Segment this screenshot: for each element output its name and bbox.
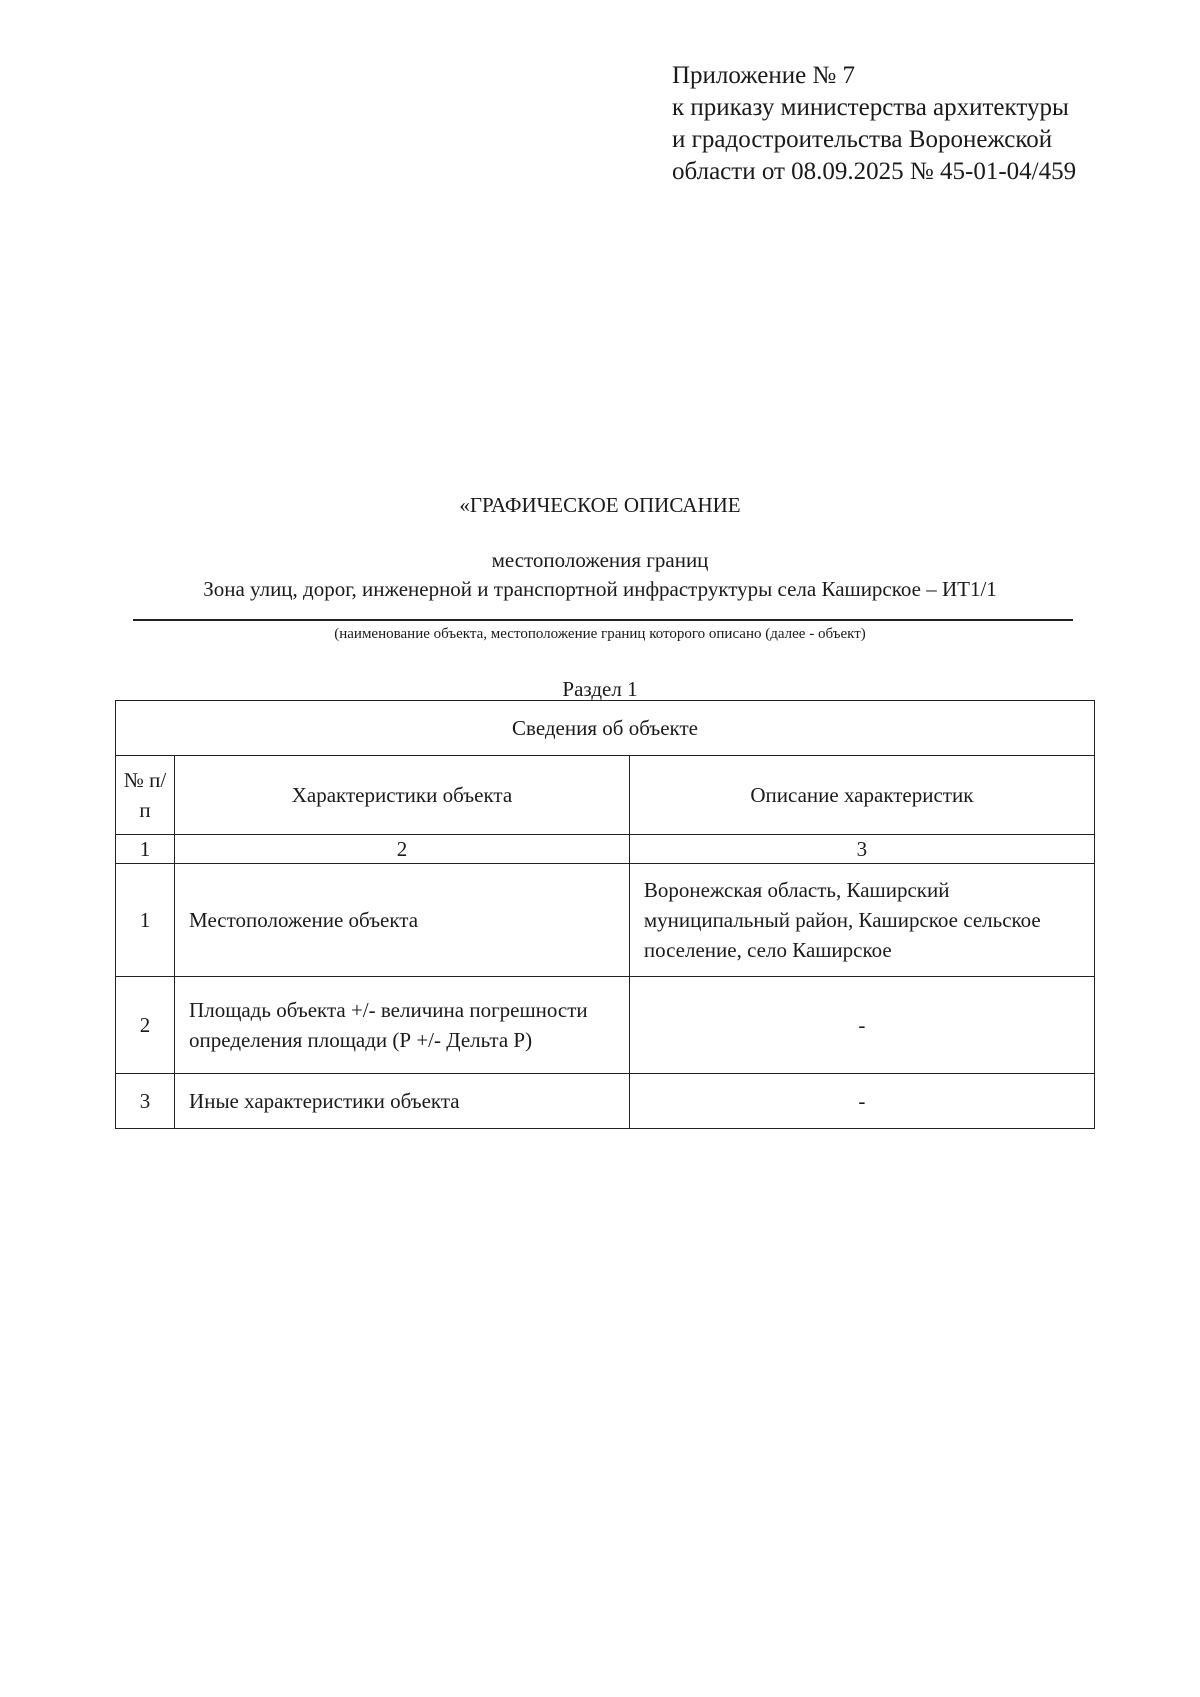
row-characteristic: Площадь объекта +/- величина погрешности определения площади (Р +/- Дельта Р)	[175, 977, 630, 1074]
document-subtitle: местоположения границ	[491, 548, 709, 572]
column-number-1: 1	[116, 835, 175, 864]
object-name: Зона улиц, дорог, инженерной и транспортной инфраструктуры села Каширское – ИТ1/1	[203, 577, 997, 601]
column-number-2: 2	[175, 835, 630, 864]
annex-line-3: и градостроительства Воронежской	[672, 126, 1053, 153]
annex-line-2: к приказу министерства архитектуры	[672, 94, 1069, 121]
annex-line-4: области от 08.09.2025 № 45-01-04/459	[672, 158, 1077, 185]
row-num: 2	[116, 977, 175, 1074]
column-header-characteristic: Характеристики объекта	[175, 756, 630, 835]
table-row	[116, 864, 1095, 977]
table-row	[116, 1074, 1095, 1129]
row-num: 1	[116, 864, 175, 977]
object-info-table	[115, 700, 1095, 1129]
row-description: -	[629, 977, 1094, 1074]
row-characteristic: Местоположение объекта	[175, 864, 630, 977]
section-label: Раздел 1	[562, 677, 638, 701]
table-header-row	[116, 701, 1095, 756]
row-description: Воронежская область, Каширский муниципальный район, Каширское сельское поселение, село Каширское	[629, 864, 1094, 977]
document-title: «ГРАФИЧЕСКОЕ ОПИСАНИЕ	[459, 493, 741, 517]
row-characteristic: Иные характеристики объекта	[175, 1074, 630, 1129]
row-num: 3	[116, 1074, 175, 1129]
column-header-description: Описание характеристик	[629, 756, 1094, 835]
column-header-num: № п/п	[116, 756, 175, 835]
table-column-numbers-row	[116, 835, 1095, 864]
table-columns-row	[116, 756, 1095, 835]
row-description: -	[629, 1074, 1094, 1129]
annex-line-1: Приложение № 7	[672, 62, 856, 89]
annex-block	[672, 60, 1076, 188]
object-name-caption: (наименование объекта, местоположение границ которого описано (далее - объект)	[334, 626, 866, 642]
table-row	[116, 977, 1095, 1074]
column-number-3: 3	[629, 835, 1094, 864]
table-header: Сведения об объекте	[116, 701, 1095, 756]
object-name-underline	[133, 619, 1073, 621]
